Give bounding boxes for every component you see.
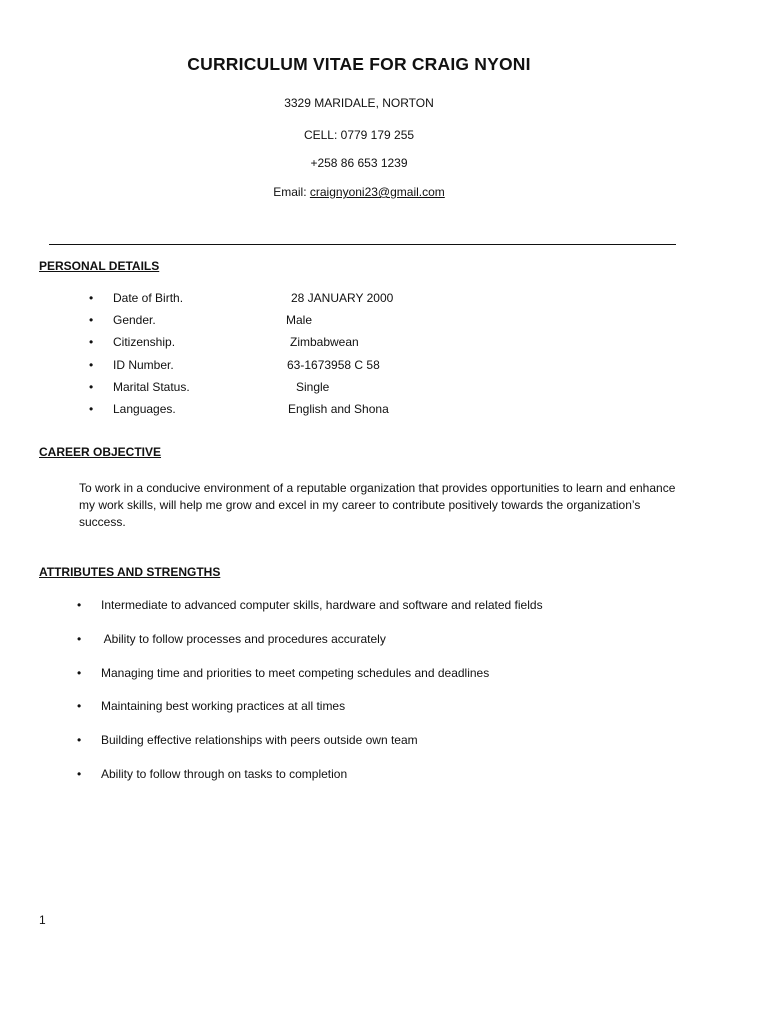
attributes-heading: ATTRIBUTES AND STRENGTHS [39, 565, 221, 579]
attribute-item [0, 598, 768, 632]
detail-value: Zimbabwean [290, 335, 359, 350]
attribute-item [0, 666, 768, 700]
cell-phone-line: CELL: 0779 179 255 [303, 128, 415, 142]
bullet-icon: • [89, 379, 94, 394]
bullet-icon: • [77, 665, 82, 680]
detail-value: Single [296, 379, 330, 394]
career-objective-text: To work in a conducive environment of a reputable organization that provides opportunities to learn and enhance my work skills, will help me grow and excel in my career to contribute positively towards the organization’s success. [79, 481, 676, 529]
page-number: 1 [39, 913, 46, 927]
personal-detail-item [0, 335, 768, 357]
email-link[interactable]: craignyoni23@gmail.com [309, 185, 445, 199]
attribute-text: Maintaining best working practices at all times [101, 699, 346, 714]
bullet-icon: • [77, 598, 82, 612]
detail-value: English and Shona [288, 401, 389, 416]
detail-value: 28 JANUARY 2000 [291, 291, 394, 305]
personal-detail-item [0, 380, 768, 402]
detail-label: ID Number. [113, 357, 174, 372]
personal-detail-item [0, 313, 768, 335]
bullet-icon: • [89, 401, 94, 416]
bullet-icon: • [77, 766, 82, 781]
attribute-item [0, 699, 768, 733]
attribute-item [0, 733, 768, 767]
attribute-text: Ability to follow processes and procedures accurately [101, 631, 386, 646]
detail-label: Marital Status. [113, 379, 190, 394]
attribute-text: Ability to follow through on tasks to completion [101, 766, 348, 781]
bullet-icon: • [89, 357, 94, 372]
career-objective-heading: CAREER OBJECTIVE [39, 445, 162, 459]
detail-label: Gender. [113, 313, 156, 328]
attribute-text: Building effective relationships with peers outside own team [101, 733, 418, 748]
personal-detail-item [0, 291, 768, 313]
bullet-icon: • [77, 699, 82, 714]
personal-details-list [0, 291, 768, 424]
bullet-icon: • [89, 291, 94, 305]
bullet-icon: • [77, 733, 82, 748]
detail-value: 63-1673958 C 58 [287, 357, 380, 372]
detail-label: Languages. [113, 401, 176, 416]
email-label: Email: [273, 185, 310, 199]
attribute-text: Intermediate to advanced computer skills, hardware and software and related fields [101, 598, 543, 612]
attribute-item [0, 632, 768, 666]
header-divider [49, 244, 676, 245]
bullet-icon: • [89, 335, 94, 350]
attribute-item [0, 767, 768, 801]
email-line [0, 185, 718, 199]
attribute-text: Managing time and priorities to meet competing schedules and deadlines [101, 665, 490, 680]
personal-detail-item [0, 402, 768, 424]
address-line: 3329 MARIDALE, NORTON [284, 96, 434, 110]
attributes-list [0, 598, 768, 801]
personal-detail-item [0, 358, 768, 380]
bullet-icon: • [77, 631, 82, 646]
second-phone-line: +258 86 653 1239 [310, 156, 408, 170]
document-title: CURRICULUM VITAE FOR CRAIG NYONI [187, 54, 531, 74]
detail-label: Citizenship. [113, 335, 176, 350]
detail-value: Male [286, 313, 313, 328]
detail-label: Date of Birth. [113, 291, 184, 305]
personal-details-heading: PERSONAL DETAILS [39, 259, 160, 273]
bullet-icon: • [89, 313, 94, 328]
